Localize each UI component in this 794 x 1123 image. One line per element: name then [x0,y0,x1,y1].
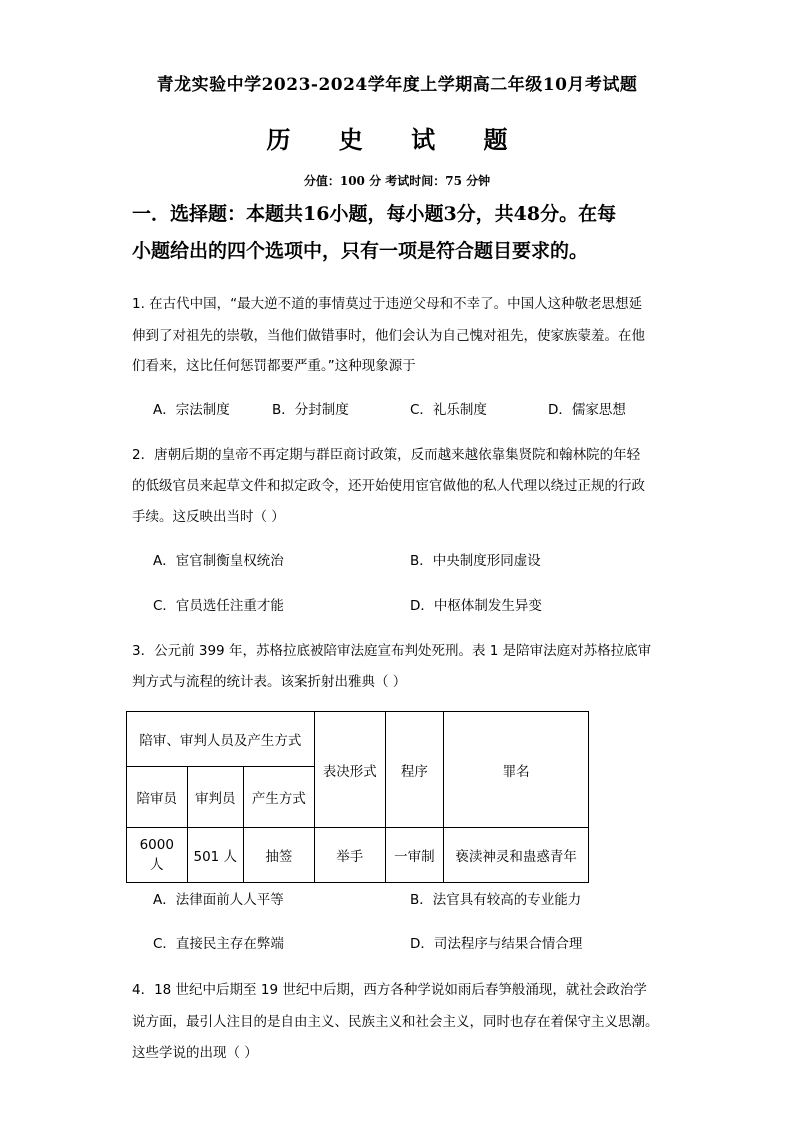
question-text-line: 1. 在古代中国，“最大逆不道的事情莫过于违逆父母和不幸了。中国人这种敬老思想延 [132,296,643,312]
question-text-line: 的低级官员来起草文件和拟定政令，还开始使用宦官做他的私人代理以绕过正规的行政 [132,478,645,494]
option-d[interactable]: D．中枢体制发生异变 [410,598,542,614]
option-d[interactable]: D．司法程序与结果合情合理 [410,936,583,952]
question-text-line: 判方式与流程的统计表。该案折射出雅典（ ） [132,674,407,690]
subject-title: 历 史 试 题 [266,125,528,154]
option-d[interactable]: D．儒家思想 [548,402,626,418]
option-c[interactable]: C．直接民主存在弊端 [153,936,284,952]
question-text-line: 手续。这反映出当时（ ） [132,509,285,525]
table-group-header: 陪审、审判人员及产生方式 [127,712,315,767]
table-cell-judges: 501 人 [187,828,243,883]
school-exam-title: 青龙实验中学2023-2024学年度上学期高二年级10月考试题 [156,75,638,95]
question-text-line: 这些学说的出现（ ） [132,1045,258,1061]
option-b[interactable]: B．中央制度形同虚设 [410,553,541,569]
option-a[interactable]: A．宦官制衡皇权统治 [153,553,284,569]
table-cell-charge: 亵渎神灵和蛊惑青年 [444,828,589,883]
option-b[interactable]: B．法官具有较高的专业能力 [410,892,582,908]
option-b[interactable]: B．分封制度 [272,402,349,418]
table-subheader-jurors: 陪审员 [127,767,188,828]
question-text-line: 2．唐朝后期的皇帝不再定期与群臣商讨政策，反而越来越依靠集贤院和翰林院的年轻 [132,447,641,463]
table-header-procedure: 程序 [385,712,444,828]
table-header-vote: 表决形式 [314,712,385,828]
option-a[interactable]: A．法律面前人人平等 [153,892,284,908]
table-subheader-judges: 审判员 [187,767,243,828]
question-text-line: 说方面，最引人注目的是自由主义、民族主义和社会主义，同时也存在着保守主义思潮。 [132,1014,659,1030]
table-cell-method: 抽签 [244,828,315,883]
option-c[interactable]: C．礼乐制度 [410,402,487,418]
table-header-charge: 罪名 [444,712,589,828]
trial-statistics-table [126,711,589,883]
table-subheader-method: 产生方式 [244,767,315,828]
table-cell-vote: 举手 [314,828,385,883]
section-heading-line1: 一．选择题：本题共16小题，每小题3分，共48分。在每 [132,203,617,225]
exam-info: 分值：100 分 考试时间：75 分钟 [303,174,491,188]
option-a[interactable]: A．宗法制度 [153,402,230,418]
option-c[interactable]: C．官员选任注重才能 [153,598,284,614]
question-text-line: 4．18 世纪中后期至 19 世纪中后期，西方各种学说如雨后春笋般涌现，就社会政治学 [132,982,647,998]
question-text-line: 们看来，这比任何惩罚都要严重。”这种现象源于 [132,358,416,374]
question-text-line: 伸到了对祖先的崇敬，当他们做错事时，他们会认为自己愧对祖先，使家族蒙羞。在他 [132,328,645,344]
table-cell-procedure: 一审制 [385,828,444,883]
question-text-line: 3．公元前 399 年，苏格拉底被陪审法庭宣布判处死刑。表 1 是陪审法庭对苏格拉底审 [132,643,652,659]
section-heading-line2: 小题给出的四个选项中，只有一项是符合题目要求的。 [132,240,589,262]
table-cell-jurors: 6000 人 [127,828,188,883]
